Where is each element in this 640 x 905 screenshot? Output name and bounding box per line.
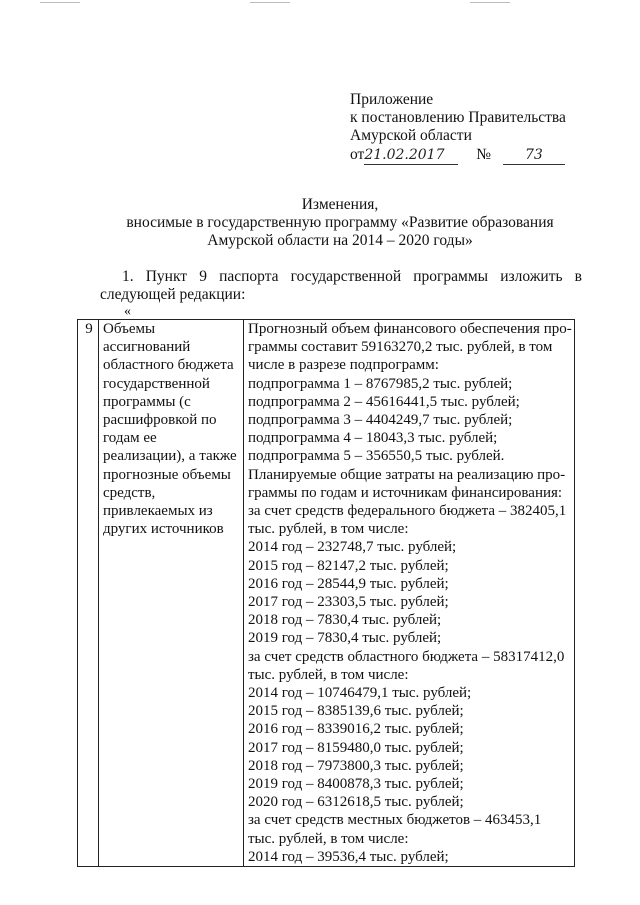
- value-line: 2017 год – 8159480,0 тыс. рублей;: [248, 739, 464, 756]
- table-row: [78, 320, 575, 867]
- appendix-line-2: к постановлению Правительства: [350, 109, 566, 126]
- title-line-1: Изменения,: [301, 196, 379, 213]
- instruction-paragraph: 1. Пункт 9 паспорта государственной программы изложить в следующей редакции:: [100, 268, 582, 303]
- title-line-2: вносимые в государственную программу «Развитие образования: [126, 214, 554, 231]
- value-line: Прогнозный объем финансового обеспечения про-: [248, 321, 572, 337]
- value-line: 2018 год – 7830,4 тыс. рублей;: [248, 612, 442, 629]
- value-line: подпрограмма 5 – 356550,5 тыс. рублей.: [248, 448, 505, 465]
- value-line: 2018 год – 7973800,3 тыс. рублей;: [248, 757, 464, 774]
- date-prefix: от: [350, 146, 365, 163]
- appendix-line-1: Приложение: [350, 91, 434, 108]
- open-quote: «: [124, 304, 131, 319]
- value-line: 2019 год – 8400878,3 тыс. рублей;: [248, 776, 464, 793]
- value-line: 2014 год – 232748,7 тыс. рублей;: [248, 539, 457, 556]
- scan-artifact: [250, 2, 290, 3]
- value-line: 2015 год – 82147,2 тыс. рублей;: [248, 557, 449, 574]
- value-line: за счет средств местных бюджетов – 463453,1: [248, 812, 542, 829]
- passport-table: [77, 319, 575, 867]
- value-line: Планируемые общие затраты на реализацию про-: [248, 466, 566, 483]
- value-line: подпрограмма 1 – 8767985,2 тыс. рублей;: [248, 375, 513, 392]
- value-line: подпрограмма 2 – 45616441,5 тыс. рублей;: [248, 393, 520, 410]
- value-line: граммы составит 59163270,2 тыс. рублей, в том: [248, 339, 553, 356]
- appendix-date-line: [350, 146, 565, 165]
- value-line: граммы по годам и источникам финансирования:: [248, 484, 563, 501]
- value-line: подпрограмма 4 – 18043,3 тыс. рублей;: [248, 430, 498, 447]
- document-title: [100, 196, 580, 250]
- appendix-line-3: Амурской области: [350, 127, 472, 144]
- row-label: Объемы ассигнований областного бюджета государственной программы (с расшифровкой по годам ее реализации), а также прогнозные объемы средств, привлекаемых из других источников: [99, 320, 244, 867]
- value-line: 2016 год – 28544,9 тыс. рублей;: [248, 575, 449, 592]
- value-line: подпрограмма 3 – 4404249,7 тыс. рублей;: [248, 412, 513, 429]
- title-line-3: Амурской области на 2014 – 2020 годы»: [207, 232, 473, 249]
- row-value: [244, 320, 575, 867]
- value-line: 2015 год – 8385139,6 тыс. рублей;: [248, 703, 464, 720]
- scan-artifact: [470, 2, 510, 3]
- value-line: 2014 год – 10746479,1 тыс. рублей;: [248, 685, 472, 702]
- value-line: за счет средств федерального бюджета – 382405,1: [248, 503, 567, 520]
- value-line: 2017 год – 23303,5 тыс. рублей;: [248, 594, 449, 611]
- value-line: тыс. рублей, в том числе:: [248, 666, 409, 683]
- scan-artifact: [40, 2, 80, 3]
- row-number: 9: [78, 320, 99, 867]
- value-line: 2020 год – 6312618,5 тыс. рублей;: [248, 794, 464, 811]
- value-line: 2014 год – 39536,4 тыс. рублей;: [248, 848, 449, 865]
- value-line: 2016 год – 8339016,2 тыс. рублей;: [248, 721, 464, 738]
- value-line: тыс. рублей, в том числе:: [248, 521, 409, 538]
- appendix-number: 73: [503, 147, 565, 165]
- value-line: тыс. рублей, в том числе:: [248, 830, 409, 847]
- appendix-block: [350, 91, 566, 145]
- value-line: числе в разрезе подпрограмм:: [248, 357, 439, 374]
- appendix-date: 21.02.2017: [364, 147, 458, 165]
- value-line: за счет средств областного бюджета – 58317412,0: [248, 648, 565, 665]
- value-line: 2019 год – 7830,4 тыс. рублей;: [248, 630, 442, 647]
- number-label: №: [476, 146, 491, 163]
